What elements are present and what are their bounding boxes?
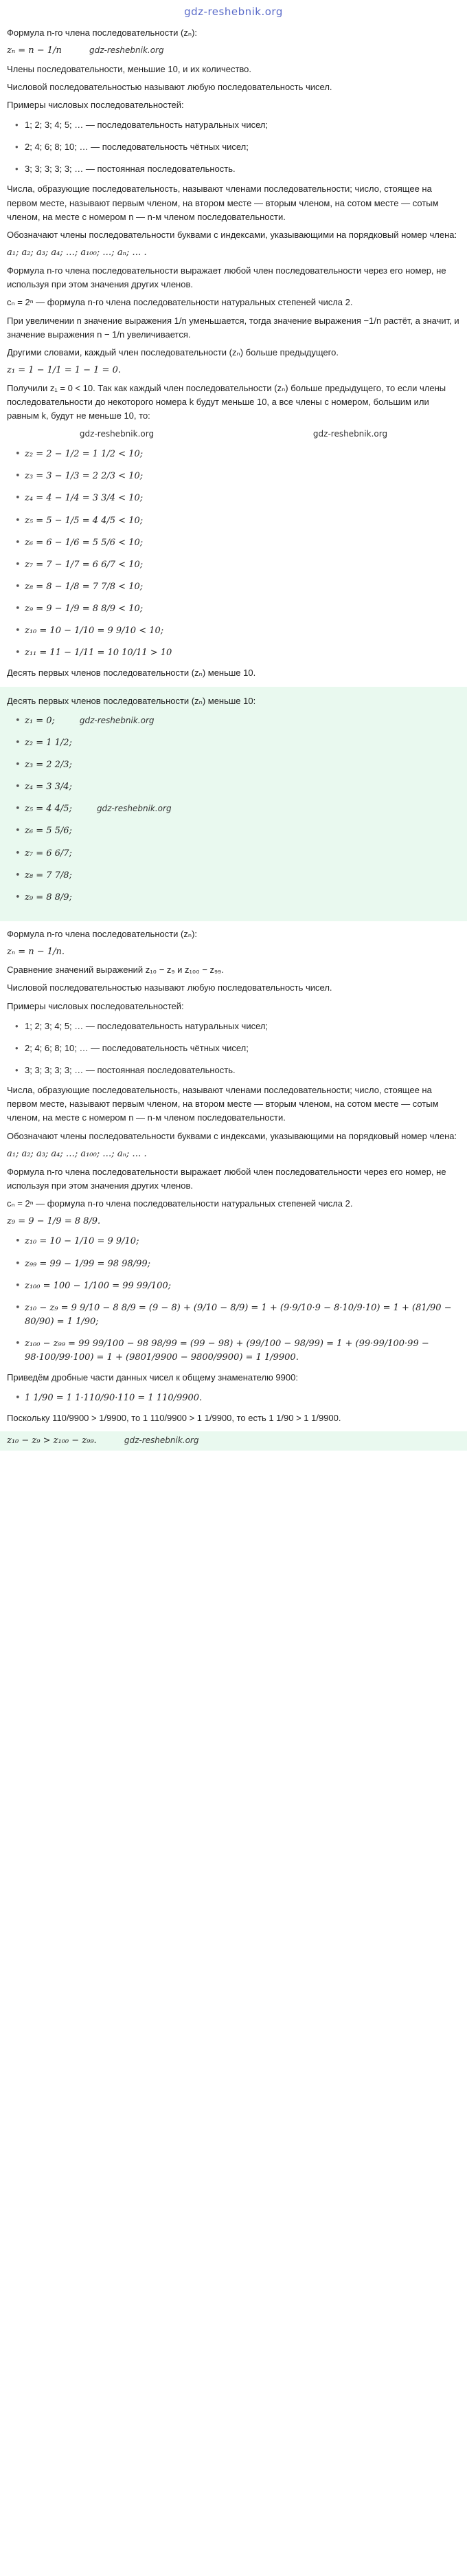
z9-calc: z₉ = 9 − 1/9 = 8 8/9.	[7, 1216, 101, 1227]
answer-item: z₁ = 0;	[25, 715, 55, 726]
definition-sequence-2: Числовой последовательностью называют любую последовательность чисел.	[7, 982, 332, 993]
increase-note: При увеличении n значение выражения 1/n уменьшается, тогда значение выражения −1/n растёт, а значит, и значение выражения n − 1/n увеличивается.	[7, 315, 459, 340]
list-item: • z₄ = 4 − 1/4 = 3 3/4 < 10;	[15, 487, 460, 509]
examples-list-2	[0, 1015, 467, 1081]
watermark: gdz-reshebnik.org	[89, 45, 164, 56]
notation-example-2: a₁; a₂; a₃; a₄; …; a₁₀₀; …; aₙ; … .	[7, 1148, 147, 1159]
formula	[0, 42, 467, 60]
formula-text: zₙ = n − 1/n	[7, 45, 62, 56]
watermark: gdz-reshebnik.org	[124, 1435, 199, 1445]
examples-list	[0, 114, 467, 180]
examples-title: Примеры числовых последовательностей:	[7, 99, 184, 110]
list-item: • z₁₀₀ = 100 − 1/100 = 99 99/100;	[15, 1275, 460, 1297]
common-list	[0, 1387, 467, 1409]
watermark-row	[0, 425, 467, 443]
task-text: Члены последовательности, меньшие 10, и их количество.	[7, 63, 252, 74]
notation-text-2: Обозначают члены последовательности буквами с индексами, указывающими на порядковый номер члена:	[7, 1130, 457, 1141]
list-item: • z₂ = 1 1/2;	[15, 732, 460, 754]
other-words: Другими словами, каждый член последовательности (zₙ) больше предыдущего.	[7, 346, 339, 357]
list-item: • 1; 2; 3; 4; 5; … — последовательность натуральных чисел;	[15, 1015, 460, 1037]
list-item: • z₈ = 7 7/8;	[15, 865, 460, 887]
list-item: • z₉ = 9 − 1/9 = 8 8/9 < 10;	[15, 598, 460, 620]
formula-2: zₙ = n − 1/n.	[7, 947, 65, 958]
watermark: gdz-reshebnik.org	[79, 429, 155, 439]
formula-intro: Формула n-го члена последовательности (zₙ):	[7, 27, 198, 38]
list-item: • z₃ = 2 2/3;	[15, 754, 460, 776]
formula-example: cₙ = 2ⁿ — формула n-го члена последовательности натуральных степеней числа 2.	[7, 297, 353, 308]
list-item: • z₄ = 3 3/4;	[15, 776, 460, 798]
list-item: • 1 1/90 = 1 1·110/90·110 = 1 110/9900.	[15, 1387, 460, 1409]
site-logo[interactable]: gdz-reshebnik.org	[184, 5, 283, 18]
list-item: • z₁₀ = 10 − 1/10 = 9 9/10;	[15, 1231, 460, 1253]
formula-intro-2: Формула n-го члена последовательности (zₙ):	[7, 929, 198, 940]
formula-example-2: cₙ = 2ⁿ — формула n-го члена последовательности натуральных степеней числа 2.	[7, 1198, 353, 1209]
list-item: • z₃ = 3 − 1/3 = 2 2/3 < 10;	[15, 465, 460, 487]
list-item: • z₁₀ − z₉ = 9 9/10 − 8 8/9 = (9 − 8) + (9/10 − 8/9) = 1 + (9·9/10·9 − 8·10/9·10) = 1 + (81/90 − 80/90) = 1 1/90;	[15, 1297, 460, 1333]
answer-2	[0, 1431, 467, 1451]
notation-text: Обозначают члены последовательности буквами с индексами, указывающими на порядковый номер члена:	[7, 229, 457, 240]
common-denominator: Приведём дробные части данных чисел к общему знаменателю 9900:	[7, 1372, 298, 1383]
since-text: Поскольку 110/9900 > 1/9900, то 1 110/9900 > 1 1/9900, то есть 1 1/90 > 1 1/9900.	[7, 1412, 341, 1423]
list-item: • 3; 3; 3; 3; 3; … — постоянная последовательность.	[15, 1059, 460, 1081]
calc-list-2	[0, 1231, 467, 1369]
list-item: • z₆ = 6 − 1/6 = 5 5/6 < 10;	[15, 532, 460, 554]
members-definition-2: Числа, образующие последовательность, называют членами последовательности; число, стоящее на первом месте, называют первым членом, на втором месте — вторым членом, на сотом месте — сотым членом, на месте с номером n — n-м членом последовательности.	[7, 1085, 439, 1123]
got-z1: Получили z₁ = 0 < 10. Так как каждый член последовательности (zₙ) больше предыдущего, то если члены последовательности до некоторого номера k будут меньше 10, а все члены с номером, большим или равным k, будут не меньше 10, то:	[7, 383, 446, 421]
calc-list	[0, 443, 467, 664]
definition-sequence: Числовой последовательностью называют любую последовательность чисел.	[7, 81, 332, 92]
list-item: • z₁₀ = 10 − 1/10 = 9 9/10 < 10;	[15, 620, 460, 642]
list-item	[15, 710, 460, 732]
list-item: • z₇ = 6 6/7;	[15, 843, 460, 865]
members-definition: Числа, образующие последовательность, называют членами последовательности; число, стоящее на первом месте, называют первым членом, на втором месте — вторым членом, на сотом месте — сотым членом, на месте с номером n — n-м членом последовательности.	[7, 184, 439, 222]
answer-result: z₁₀ − z₉ > z₁₀₀ − z₉₉.	[7, 1435, 97, 1446]
conclusion: Десять первых членов последовательности (zₙ) меньше 10.	[7, 668, 256, 679]
list-item: • z₇ = 7 − 1/7 = 6 6/7 < 10;	[15, 554, 460, 576]
watermark: gdz-reshebnik.org	[79, 715, 155, 725]
list-item: • 2; 4; 6; 8; 10; … — последовательность чётных чисел;	[15, 136, 460, 158]
formula-definition-2: Формула n-го члена последовательности выражает любой член последовательности через его номер, не используя при этом значения других членов.	[7, 1166, 446, 1191]
answer-title: Десять первых членов последовательности (zₙ) меньше 10:	[7, 695, 256, 706]
examples-title-2: Примеры числовых последовательностей:	[7, 1000, 184, 1011]
answer-block	[0, 687, 467, 921]
list-item: • z₅ = 5 − 1/5 = 4 4/5 < 10;	[15, 510, 460, 532]
answer-item: z₅ = 4 4/5;	[25, 804, 72, 815]
list-item: • z₁₀₀ − z₉₉ = 99 99/100 − 98 98/99 = (99 − 98) + (99/100 − 98/99) = 1 + (99·99/100·99 − 98·100/99·100) = 1 + (9801/9900 − 9800/9900) = 1 1/9900.	[15, 1333, 460, 1369]
list-item: • 2; 4; 6; 8; 10; … — последовательность чётных чисел;	[15, 1037, 460, 1059]
list-item: • z₁₁ = 11 − 1/11 = 10 10/11 > 10	[15, 642, 460, 664]
list-item	[15, 798, 460, 820]
formula-definition: Формула n-го члена последовательности выражает любой член последовательности через его номер, не используя при этом значения других членов.	[7, 265, 446, 290]
list-item: • z₆ = 5 5/6;	[15, 820, 460, 842]
watermark: gdz-reshebnik.org	[96, 804, 172, 814]
z1-calc: z₁ = 1 − 1/1 = 1 − 1 = 0.	[7, 364, 121, 375]
list-item: • z₂ = 2 − 1/2 = 1 1/2 < 10;	[15, 443, 460, 465]
list-item: • z₉ = 8 8/9;	[15, 887, 460, 909]
list-item: • 1; 2; 3; 4; 5; … — последовательность натуральных чисел;	[15, 114, 460, 136]
list-item: • z₈ = 8 − 1/8 = 7 7/8 < 10;	[15, 576, 460, 598]
list-item: • z₉₉ = 99 − 1/99 = 98 98/99;	[15, 1253, 460, 1275]
compare-text: Сравнение значений выражений z₁₀ − z₉ и z₁₀₀ − z₉₉.	[7, 965, 224, 976]
list-item: • 3; 3; 3; 3; 3; … — постоянная последовательность.	[15, 158, 460, 180]
notation-example: a₁; a₂; a₃; a₄; …; a₁₀₀; …; aₙ; … .	[7, 247, 147, 258]
watermark: gdz-reshebnik.org	[312, 429, 388, 439]
answer-list	[0, 710, 467, 909]
